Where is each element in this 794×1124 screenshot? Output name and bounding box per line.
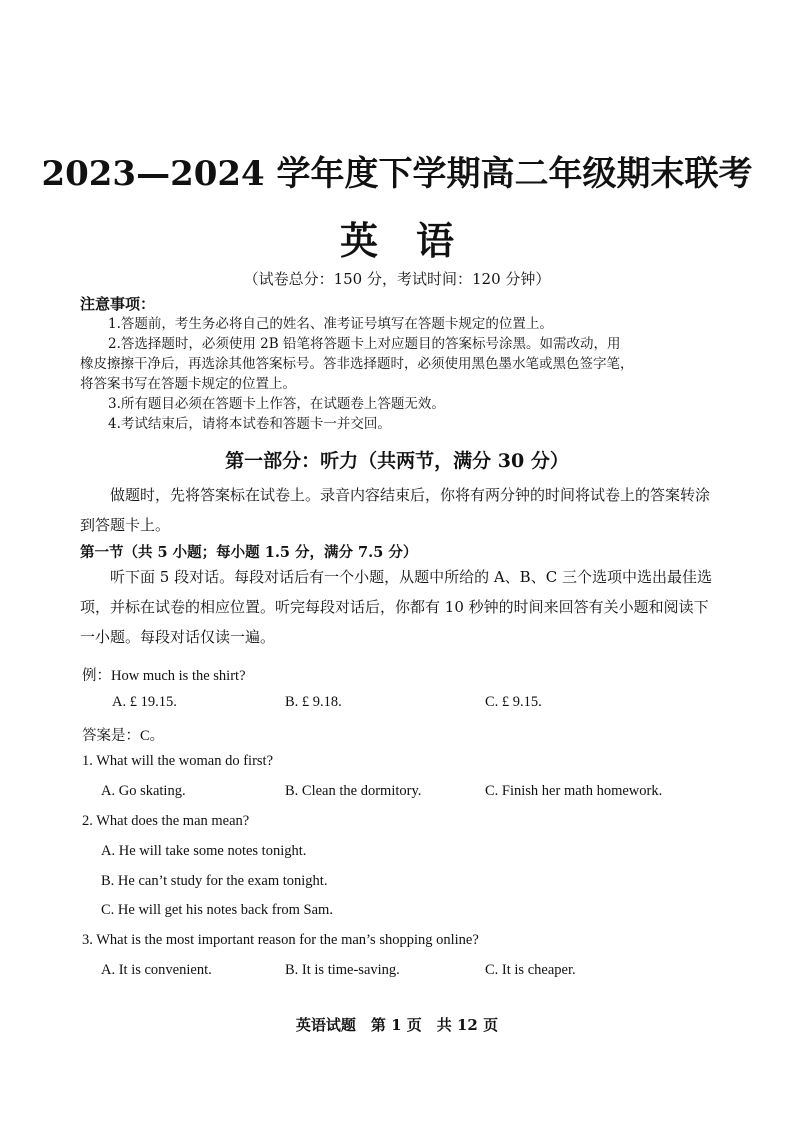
example-question: 例：How much is the shirt? xyxy=(82,668,246,684)
part1-heading: 第一部分：听力（共两节，满分 30 分） xyxy=(225,450,569,472)
example-option-a: A. £ 19.15. xyxy=(112,694,177,710)
question-1: 1. What will the woman do first? xyxy=(82,753,274,769)
question-2: 2. What does the man mean? xyxy=(82,813,250,829)
example-option-c: C. £ 9.15. xyxy=(485,694,542,710)
section1-heading: 第一节（共 5 小题；每小题 1.5 分，满分 7.5 分） xyxy=(80,544,418,561)
question-1-option-b: B. Clean the dormitory. xyxy=(285,783,422,799)
question-1-option-c: C. Finish her math homework. xyxy=(485,783,663,799)
note-item-4: 4.考试结束后，请将本试卷和答题卡一并交回。 xyxy=(108,416,391,432)
subject-title: 英 语 xyxy=(339,218,454,263)
exam-title: 2023—2024 学年度下学期高二年级期末联考 xyxy=(41,154,753,194)
question-3: 3. What is the most important reason for the man’s shopping online? xyxy=(82,932,479,948)
question-1-option-a: A. Go skating. xyxy=(101,783,186,799)
question-2-option-c: C. He will get his notes back from Sam. xyxy=(101,902,333,918)
exam-meta: （试卷总分：150 分，考试时间：120 分钟） xyxy=(243,270,551,288)
question-2-option-b: B. He can’t study for the exam tonight. xyxy=(101,873,328,889)
part1-instruction: 做题时，先将答案标在试卷上。录音内容结束后，你将有两分钟的时间将试卷上的答案转涂到答题卡上。 xyxy=(80,486,711,534)
note-item-2-line-1: 2.答选择题时，必须使用 2B 铅笔将答题卡上对应题目的答案标号涂黑。如需改动，用 xyxy=(108,336,621,352)
example-option-b: B. £ 9.18. xyxy=(285,694,342,710)
question-2-option-a: A. He will take some notes tonight. xyxy=(101,843,307,859)
notes-list xyxy=(80,314,720,434)
question-3-option-c: C. It is cheaper. xyxy=(485,962,576,978)
note-item-2-line-3: 将答案书写在答题卡规定的位置上。 xyxy=(80,376,296,392)
note-item-3: 3.所有题目必须在答题卡上作答，在试题卷上答题无效。 xyxy=(108,396,445,412)
note-item-2-line-2: 橡皮擦擦干净后，再选涂其他答案标号。答非选择题时，必须使用黑色墨水笔或黑色签字笔， xyxy=(80,356,634,372)
section1-instruction: 听下面 5 段对话。每段对话后有一个小题，从题中所给的 A、B、C 三个选项中选出最佳选项，并标在试卷的相应位置。听完每段对话后，你都有 10 秒钟的时间来回答有关小题和阅读下一小题。每段对话仅读一遍。 xyxy=(80,568,712,646)
question-3-option-a: A. It is convenient. xyxy=(101,962,212,978)
notes-heading: 注意事项： xyxy=(80,295,156,313)
page-footer: 英语试题 第 1 页 共 12 页 xyxy=(295,1016,499,1034)
note-item-1: 1.答题前，考生务必将自己的姓名、准考证号填写在答题卡规定的位置上。 xyxy=(108,316,553,332)
example-answer: 答案是：C。 xyxy=(82,728,165,744)
question-3-option-b: B. It is time-saving. xyxy=(285,962,400,978)
